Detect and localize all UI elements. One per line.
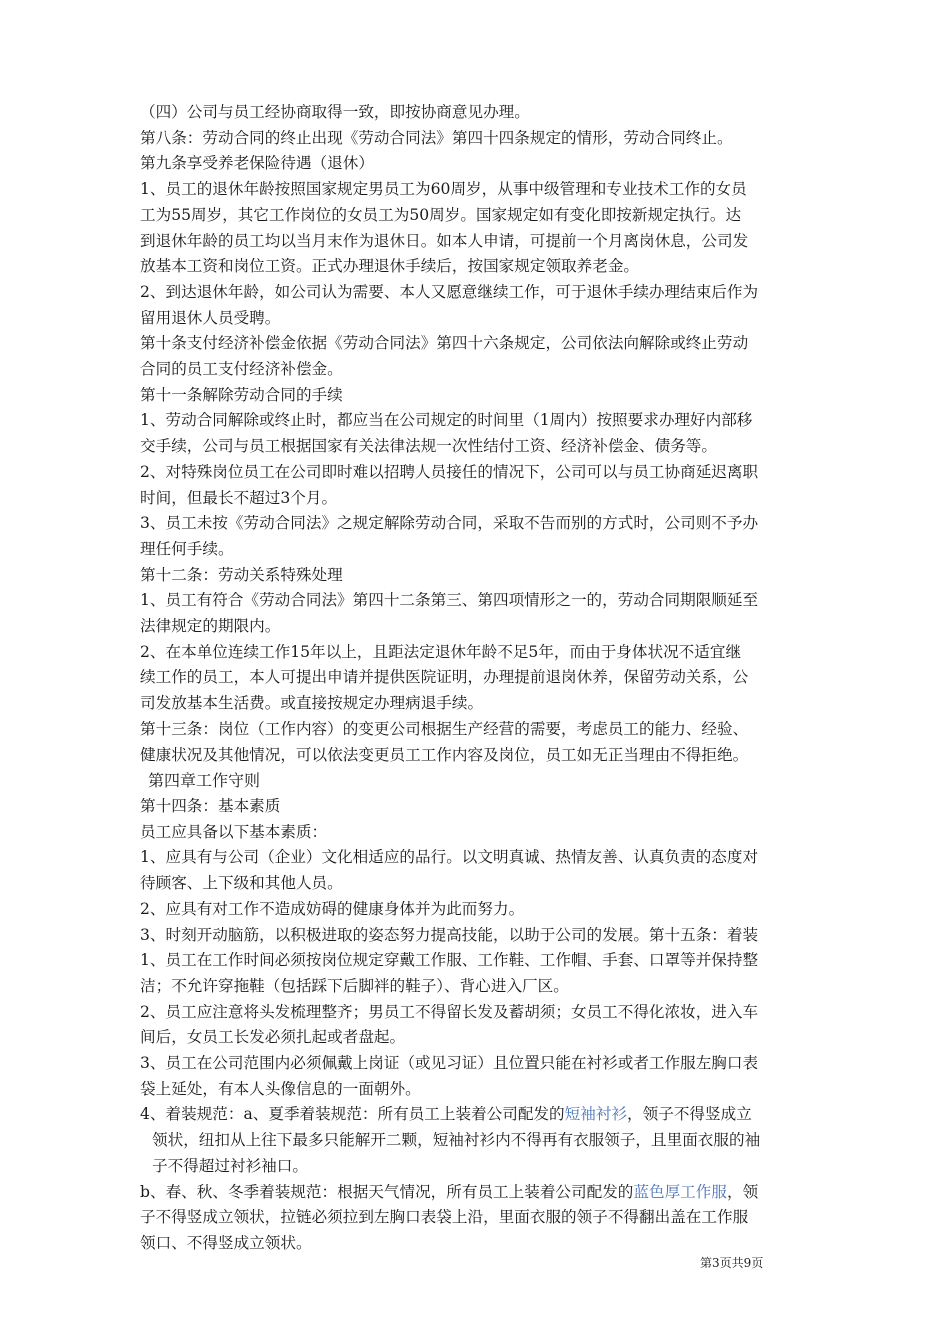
text-line: 领口、不得竖成立领状。 [140, 1233, 312, 1252]
text-line: 2、员工应注意将头发梳理整齐；男员工不得留长发及蓄胡须；女员工不得化浓妆，进入车 [140, 1002, 759, 1021]
section-heading: 第九条享受养老保险待遇（退休） [140, 154, 374, 173]
text-line: 到退休年龄的员工均以当月末作为退休日。如本人申请，可提前一个月离岗休息，公司发 [140, 231, 749, 250]
text-line: 1、劳动合同解除或终止时，都应当在公司规定的时间里（1周内）按照要求办理好内部移 [140, 411, 753, 430]
page-body [140, 100, 820, 1257]
text-line: 1、应具有与公司（企业）文化相适应的品行。以文明真诚、热情友善、认真负责的态度对 [140, 848, 759, 867]
section-heading: 第十四条：基本素质 [140, 796, 281, 815]
text-line: 间后，女员工长发必须扎起或者盘起。 [140, 1028, 406, 1047]
text-line: 3、员工在公司范围内必须佩戴上岗证（或见习证）且位置只能在衬衫或者工作服左胸口表 [140, 1054, 759, 1073]
text-line: 第八条：劳动合同的终止出现《劳动合同法》第四十四条规定的情形，劳动合同终止。 [140, 128, 733, 147]
text-line: 2、在本单位连续工作15年以上，且距法定退休年龄不足5年，而由于身体状况不适宜继 [140, 642, 742, 661]
blue-work-uniform-link[interactable]: 蓝色厚工作服 [633, 1182, 727, 1201]
text-line: 1、员工在工作时间必须按岗位规定穿戴工作服、工作鞋、工作帽、手套、口罩等并保持整 [140, 951, 759, 970]
text-line: 法律规定的期限内。 [140, 617, 281, 636]
text-line: 第十条支付经济补偿金依据《劳动合同法》第四十六条规定，公司依法向解除或终止劳动 [140, 334, 749, 353]
text-line: 员工应具备以下基本素质： [140, 822, 328, 841]
text-fragment: ，领子不得竖成立 [627, 1105, 752, 1124]
text-line: 续工作的员工，本人可提出申请并提供医院证明，办理提前退岗休养，保留劳动关系，公 [140, 668, 749, 687]
text-line: 交手续，公司与员工根据国家有关法律法规一次性结付工资、经济补偿金、债务等。 [140, 437, 717, 456]
text-line: 3、时刻开动脑筋，以积极进取的姿态努力提高技能，以助于公司的发展。第十五条：着装 [140, 925, 759, 944]
text-line [140, 1102, 820, 1128]
text-line: 第十三条：岗位（工作内容）的变更公司根据生产经营的需要，考虑员工的能力、经验、 [140, 719, 749, 738]
section-heading: 第十一条解除劳动合同的手续 [140, 385, 343, 404]
text-line: 领状，纽扣从上往下最多只能解开二颗，短袖衬衫内不得再有衣服领子，且里面衣服的袖 [152, 1131, 761, 1150]
text-line [140, 1180, 820, 1206]
chapter-title: 第四章工作守则 [148, 771, 261, 791]
text-line: 时间，但最长不超过3个月。 [140, 488, 338, 507]
text-line: 放基本工资和岗位工资。正式办理退休手续后，按国家规定领取养老金。 [140, 257, 640, 276]
text-line: 洁；不允许穿拖鞋（包括踩下后脚袢的鞋子）、背心进入厂区。 [140, 976, 569, 995]
text-fragment: ，领 [726, 1182, 759, 1201]
text-line: 1、员工有符合《劳动合同法》第四十二条第三、第四项情形之一的，劳动合同期限顺延至 [140, 591, 759, 610]
text-line: 袋上延处，有本人头像信息的一面朝外。 [140, 1079, 421, 1098]
text-line: 3、员工未按《劳动合同法》之规定解除劳动合同，采取不告而别的方式时，公司则不予办 [140, 514, 759, 533]
text-fragment: b、春、秋、冬季着装规范：根据天气情况，所有员工上装着公司配发的 [140, 1182, 634, 1201]
text-line: 健康状况及其他情况，可以依法变更员工工作内容及岗位，员工如无正当理由不得拒绝。 [140, 745, 749, 764]
section-heading: 第十二条：劳动关系特殊处理 [140, 565, 343, 584]
text-line: 子不得超过衬衫袖口。 [152, 1156, 308, 1175]
text-line: 司发放基本生活费。或直接按规定办理病退手续。 [140, 694, 484, 713]
text-line: 2、应具有对工作不造成妨碍的健康身体并为此而努力。 [140, 899, 525, 918]
text-line: 工为55周岁，其它工作岗位的女员工为50周岁。国家规定如有变化即按新规定执行。达 [140, 205, 742, 224]
text-line: 子不得竖成立领状，拉链必须拉到左胸口表袋上沿，里面衣服的领子不得翻出盖在工作服 [140, 1208, 749, 1227]
text-line: 合同的员工支付经济补偿金。 [140, 360, 343, 379]
text-line: （四）公司与员工经协商取得一致，即按协商意见办理。 [140, 103, 530, 121]
text-line: 2、对特殊岗位员工在公司即时难以招聘人员接任的情况下，公司可以与员工协商延迟离职 [140, 462, 759, 481]
text-line: 待顾客、上下级和其他人员。 [140, 874, 343, 893]
page-number: 第3页共9页 [700, 1256, 764, 1270]
short-sleeve-shirt-link[interactable]: 短袖衬衫 [564, 1105, 628, 1124]
text-line: 留用退休人员受聘。 [140, 308, 281, 327]
text-line: 理任何手续。 [140, 539, 234, 558]
text-line: 1、员工的退休年龄按照国家规定男员工为60周岁，从事中级管理和专业技术工作的女员 [140, 180, 747, 199]
text-fragment: 4、着装规范：a、夏季着装规范：所有员工上装着公司配发的 [140, 1105, 565, 1124]
text-line: 2、到达退休年龄，如公司认为需要、本人又愿意继续工作，可于退休手续办理结束后作为 [140, 282, 759, 301]
